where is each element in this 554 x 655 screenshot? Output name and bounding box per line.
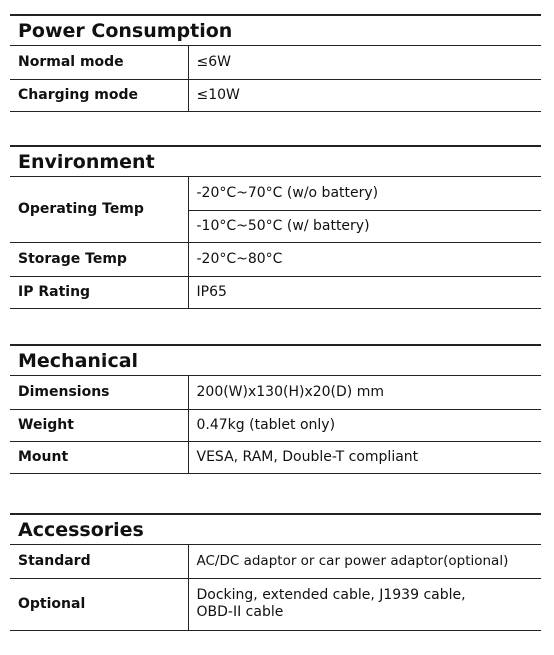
row-label: Weight (10, 409, 188, 441)
row-value-line: OBD-II cable (196, 604, 284, 620)
table-row (10, 409, 541, 441)
row-label: Normal mode (10, 46, 188, 79)
section-accessories (10, 513, 541, 631)
table-row (10, 177, 541, 210)
row-value: ≤6W (188, 46, 541, 79)
section-mechanical (10, 344, 541, 474)
row-value: -10°C~50°C (w/ battery) (188, 210, 541, 242)
table-row (10, 276, 541, 308)
row-value: 0.47kg (tablet only) (188, 409, 541, 441)
section-environment (10, 145, 541, 309)
table-row (10, 242, 541, 276)
section-title: Power Consumption (10, 14, 541, 46)
row-value: AC/DC adaptor or car power adaptor(optional) (188, 545, 541, 578)
row-label: IP Rating (10, 276, 188, 308)
row-value (188, 578, 541, 630)
row-label: Storage Temp (10, 242, 188, 276)
spec-table (10, 177, 541, 309)
table-row (10, 46, 541, 79)
table-row (10, 578, 541, 630)
section-title: Mechanical (10, 344, 541, 376)
row-value: -20°C~70°C (w/o battery) (188, 177, 541, 210)
table-row (10, 545, 541, 578)
row-value: IP65 (188, 276, 541, 308)
row-value-line: Docking, extended cable, J1939 cable, (196, 587, 466, 603)
row-value: ≤10W (188, 79, 541, 111)
spec-table (10, 376, 541, 474)
row-label: Charging mode (10, 79, 188, 111)
row-label: Dimensions (10, 376, 188, 409)
row-value: -20°C~80°C (188, 242, 541, 276)
row-value: 200(W)x130(H)x20(D) mm (188, 376, 541, 409)
section-power-consumption (10, 14, 541, 112)
row-label: Operating Temp (10, 177, 188, 242)
table-row (10, 79, 541, 111)
row-label: Standard (10, 545, 188, 578)
row-label: Optional (10, 578, 188, 630)
section-title: Environment (10, 145, 541, 177)
row-label: Mount (10, 441, 188, 473)
section-title: Accessories (10, 513, 541, 545)
table-row (10, 376, 541, 409)
table-row (10, 441, 541, 473)
spec-table (10, 545, 541, 631)
spec-table (10, 46, 541, 112)
row-value: VESA, RAM, Double-T compliant (188, 441, 541, 473)
